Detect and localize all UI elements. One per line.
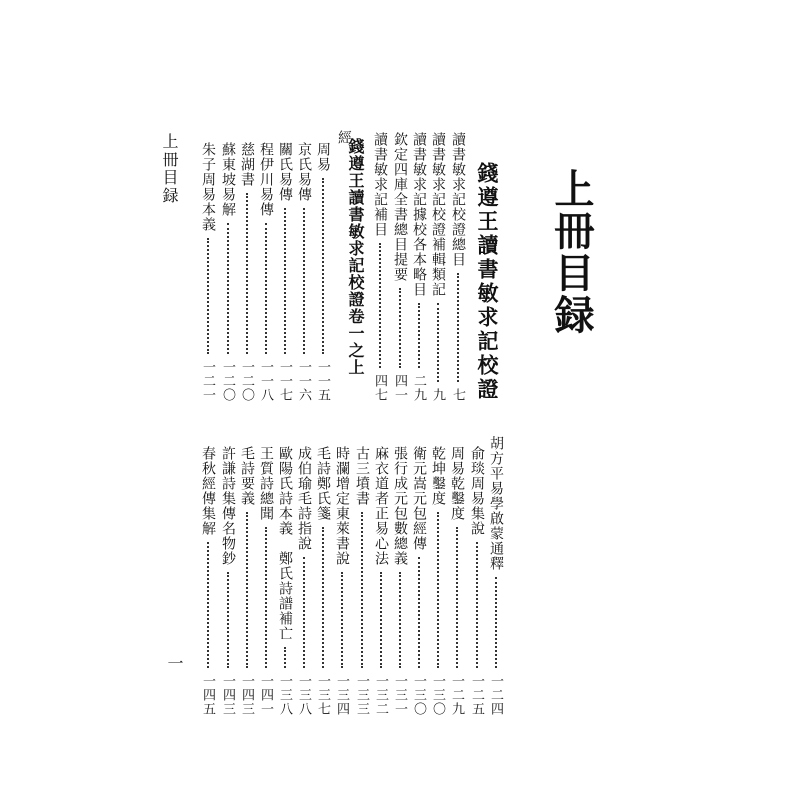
toc-entry <box>294 446 314 716</box>
toc-entry <box>409 132 429 402</box>
toc-entry-title: 張行成元包數總義 <box>392 446 408 566</box>
toc-entry <box>486 436 506 716</box>
toc-entry <box>352 446 372 716</box>
toc-entry <box>390 446 410 716</box>
toc-entry-page-number: 九 <box>430 388 445 402</box>
toc-entry <box>409 446 429 716</box>
toc-entry-title: 周易乾鑿度 <box>449 446 465 521</box>
toc-entry-title: 讀書敏求記補目 <box>372 132 388 237</box>
toc-entry-title: 讀書敏求記據校各本略目 <box>411 132 427 297</box>
toc-entry-page-number: 一三三 <box>354 674 369 716</box>
toc-entry-title: 周易 <box>315 142 331 172</box>
toc-entry <box>275 446 295 716</box>
toc-entry <box>198 446 218 716</box>
toc-entry-title: 王質詩總聞 <box>258 446 274 521</box>
toc-entry-title: 時瀾增定東萊書說 <box>334 446 350 566</box>
toc-entry-page-number: 二九 <box>411 374 426 402</box>
toc-entry-page-number: 一一八 <box>258 360 273 402</box>
dot-leader <box>399 288 401 368</box>
dot-leader <box>284 208 286 354</box>
toc-entry-page-number: 一四三 <box>220 674 235 716</box>
toc-entry-page-number: 一三一 <box>392 674 407 716</box>
toc-entry <box>218 446 238 716</box>
toc-entry-page-number: 一三二 <box>373 674 388 716</box>
dot-leader <box>227 572 229 668</box>
dot-leader <box>322 527 324 668</box>
book-title: 錢遵王讀書敏求記校證 <box>475 162 500 402</box>
toc-entry-page-number: 四七 <box>372 374 387 402</box>
toc-entry <box>448 132 468 402</box>
dot-leader <box>495 577 497 668</box>
dot-leader <box>207 542 209 668</box>
dot-leader <box>303 208 305 354</box>
toc-entry <box>428 446 448 716</box>
toc-entry <box>218 142 238 402</box>
dot-leader <box>399 572 401 668</box>
toc-entry-title: 慈湖書 <box>239 142 255 187</box>
toc-entry <box>467 446 487 716</box>
toc-entry-page-number: 一三八 <box>296 674 311 716</box>
toc-entry-page-number: 四一 <box>392 374 407 402</box>
toc-entry-title: 關氏易傳 <box>277 142 293 202</box>
toc-entry-page-number: 一二一 <box>200 360 215 402</box>
toc-entry-page-number: 一三八 <box>277 674 292 716</box>
dot-leader <box>322 178 324 354</box>
toc-entry-title: 毛詩鄭氏箋 <box>315 446 331 521</box>
toc-entry-page-number: 一二四 <box>488 674 503 716</box>
toc-entry-page-number: 一一七 <box>277 360 292 402</box>
dot-leader <box>418 557 420 668</box>
toc-entry-title: 衛元嵩元包經傳 <box>411 446 427 551</box>
toc-entry <box>390 132 410 402</box>
toc-entry <box>447 446 467 716</box>
dot-leader <box>418 303 420 368</box>
toc-entry-page-number: 一三〇 <box>430 674 445 716</box>
toc-entry <box>371 446 391 716</box>
toc-entry-page-number: 一三四 <box>334 674 349 716</box>
dot-leader <box>265 527 267 668</box>
dot-leader <box>265 223 267 354</box>
toc-entry <box>370 132 390 402</box>
toc-entry <box>256 446 276 716</box>
toc-entry-page-number: 一四三 <box>239 674 254 716</box>
toc-entry <box>256 142 276 402</box>
dot-leader <box>457 273 459 382</box>
page-number: 一 <box>165 655 184 672</box>
dot-leader <box>476 542 478 668</box>
toc-entry <box>428 132 448 402</box>
toc-entry-title: 程伊川易傳 <box>258 142 274 217</box>
toc-entry <box>237 142 257 402</box>
toc-entry-page-number: 一一六 <box>296 360 311 402</box>
toc-entry-page-number: 一四五 <box>200 674 215 716</box>
toc-entry-title: 春秋經傳集解 <box>200 446 216 536</box>
dot-leader <box>246 193 248 354</box>
toc-entry-title: 許謙詩集傳名物鈔 <box>220 446 236 566</box>
dot-leader <box>246 512 248 668</box>
dot-leader <box>437 303 439 382</box>
toc-entry-title: 毛詩要義 <box>239 446 255 506</box>
dot-leader <box>437 512 439 668</box>
page-title: 上冊目録 <box>548 168 595 336</box>
toc-entry <box>313 446 333 716</box>
toc-entry-page-number: 一二五 <box>469 674 484 716</box>
dot-leader <box>379 243 381 368</box>
running-head: 上冊目録 <box>160 133 179 205</box>
toc-entry <box>275 142 295 402</box>
dot-leader <box>227 223 229 354</box>
toc-entry-title: 成伯瑜毛詩指說 <box>296 446 312 551</box>
dot-leader <box>207 238 209 354</box>
toc-entry-title: 乾坤鑿度 <box>430 446 446 506</box>
toc-entry <box>313 142 333 402</box>
toc-entry-page-number: 一四一 <box>258 674 273 716</box>
dot-leader <box>284 647 286 668</box>
toc-entry <box>294 142 314 402</box>
chapter-heading: 錢遵王讀書敏求記校證卷一之上 <box>346 138 365 376</box>
dot-leader <box>341 572 343 668</box>
dot-leader <box>380 572 382 668</box>
toc-entry-title: 蘇東坡易解 <box>220 142 236 217</box>
toc-entry-page-number: 一三〇 <box>411 674 426 716</box>
toc-entry-page-number: 一二九 <box>449 674 464 716</box>
toc-entry <box>237 446 257 716</box>
toc-entry <box>198 142 218 402</box>
toc-entry-title: 歐陽氏詩本義 鄭氏詩譜補亡 <box>277 446 293 641</box>
toc-entry-title: 讀書敏求記校證總目 <box>450 132 466 267</box>
toc-entry-title: 胡方平易學啟蒙通釋 <box>488 436 504 571</box>
toc-entry-title: 京氏易傳 <box>296 142 312 202</box>
toc-entry-page-number: 一一五 <box>315 360 330 402</box>
section-label: 經 <box>336 130 352 145</box>
toc-entry-title: 朱子周易本義 <box>200 142 216 232</box>
toc-entry-title: 俞琰周易集說 <box>469 446 485 536</box>
toc-entry-page-number: 一二〇 <box>239 360 254 402</box>
toc-entry-page-number: 七 <box>450 388 465 402</box>
dot-leader <box>456 527 458 668</box>
toc-entry-title: 讀書敏求記校證補輯類記 <box>430 132 446 297</box>
toc-entry-page-number: 一三七 <box>315 674 330 716</box>
toc-entry <box>332 446 352 716</box>
dot-leader <box>303 557 305 668</box>
dot-leader <box>361 512 363 668</box>
toc-entry-title: 欽定四庫全書總目提要 <box>392 132 408 282</box>
toc-entry-title: 古三墳書 <box>354 446 370 506</box>
toc-entry-page-number: 一二〇 <box>220 360 235 402</box>
toc-entry-title: 麻衣道者正易心法 <box>373 446 389 566</box>
